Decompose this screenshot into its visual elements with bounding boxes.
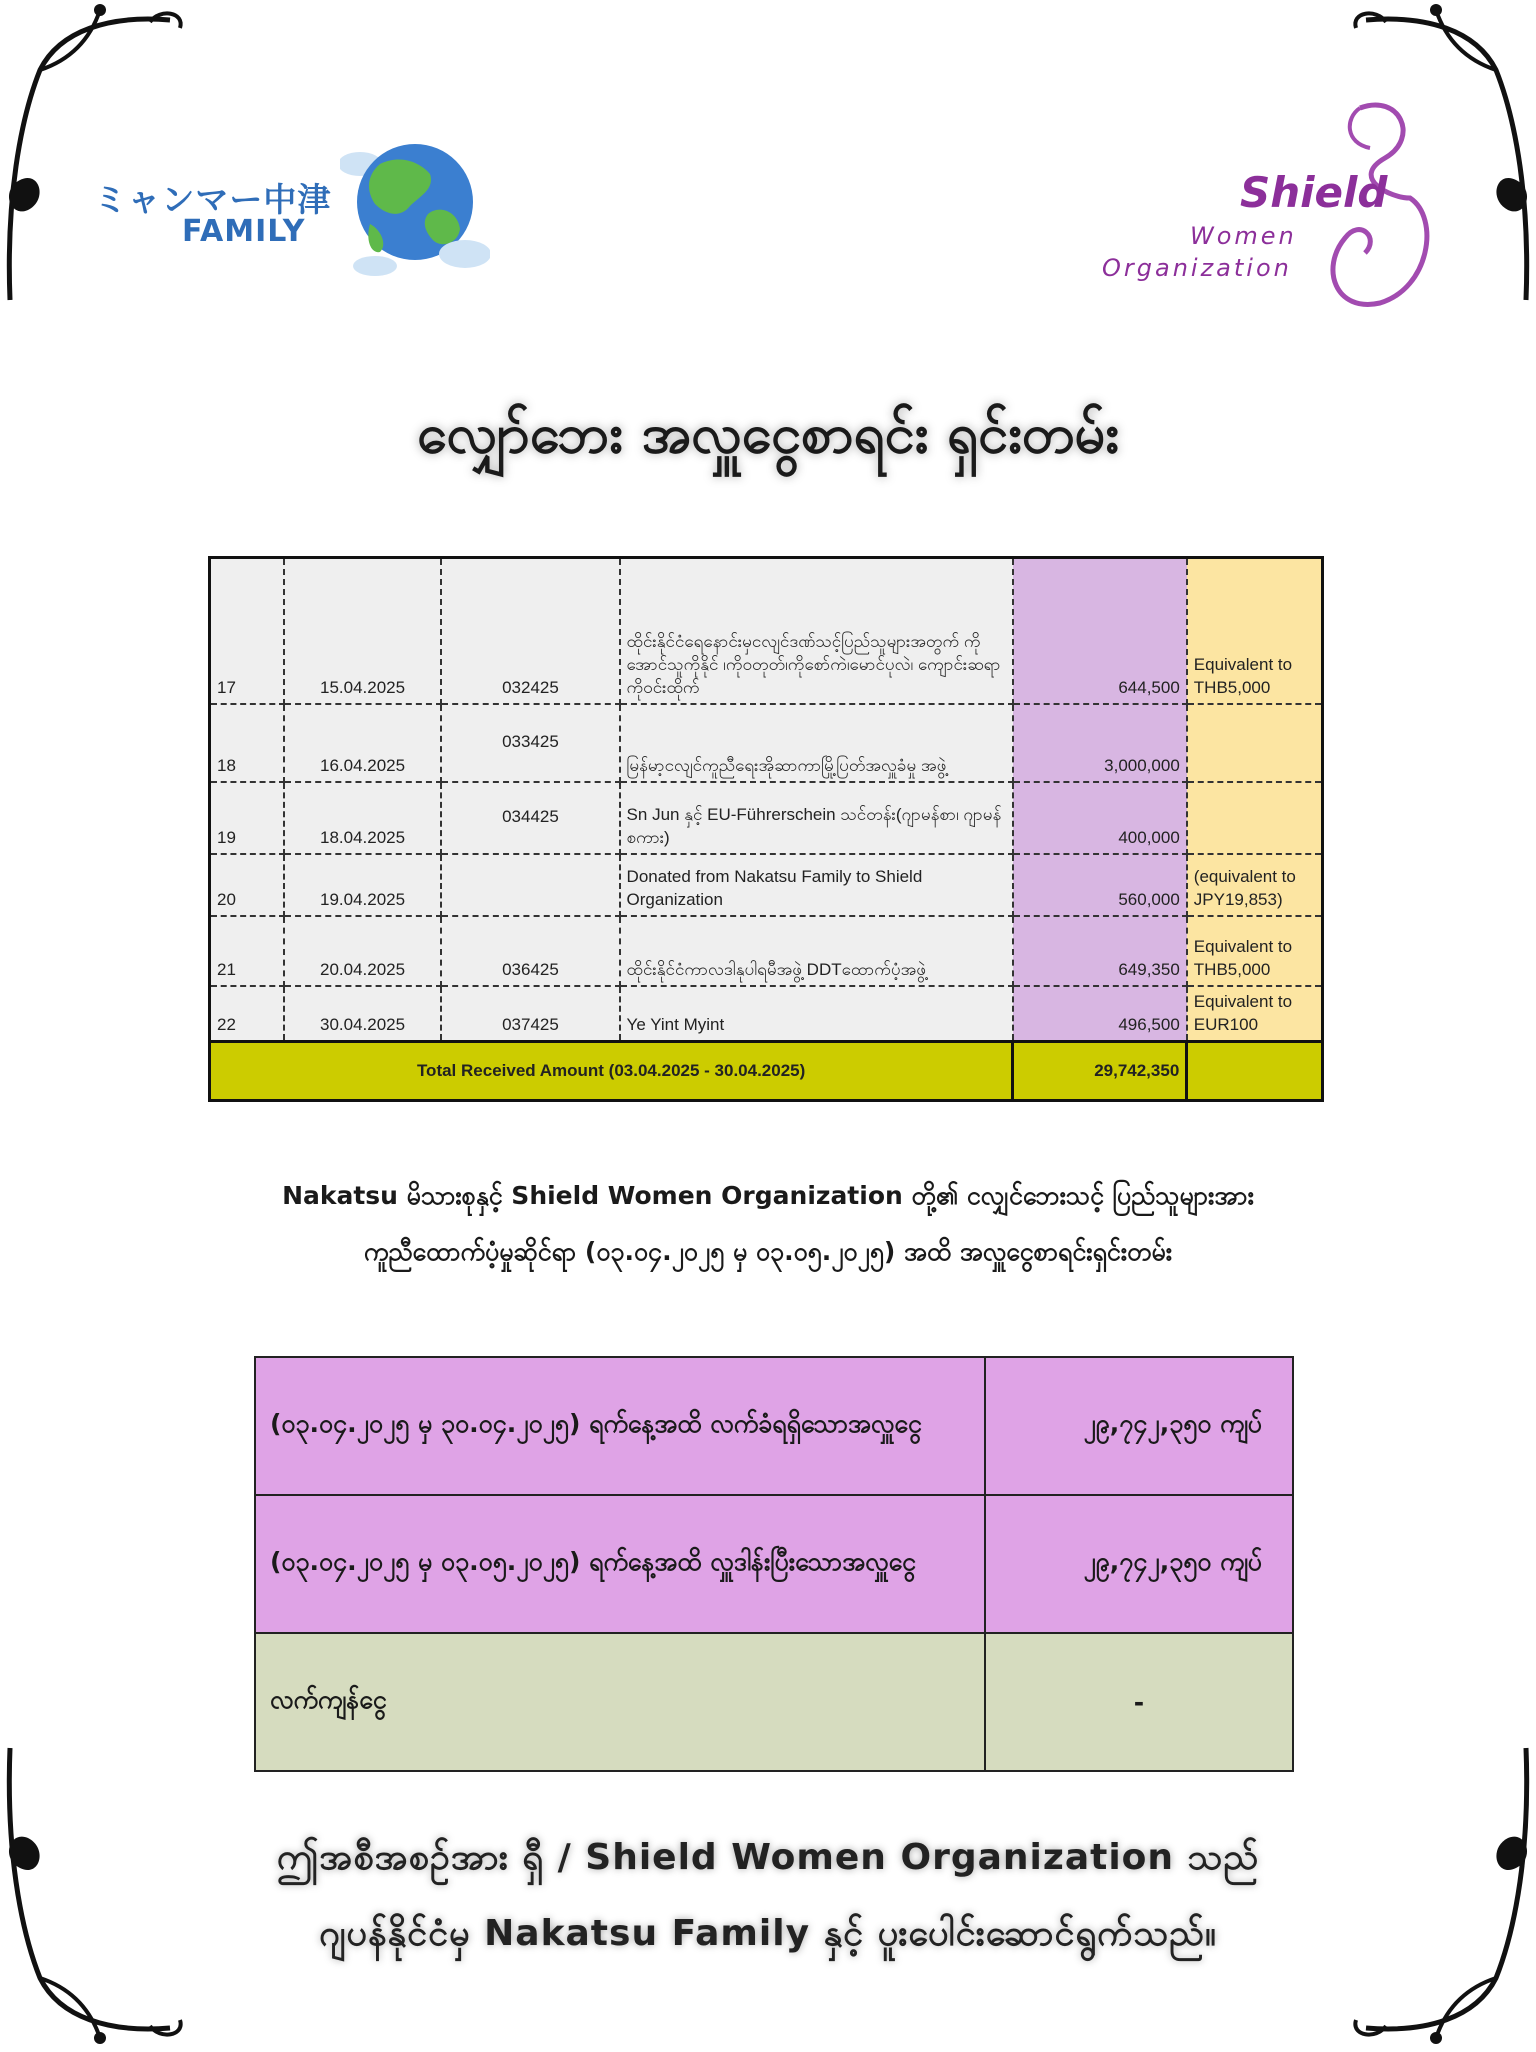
summary-heading-line-1: Nakatsu မိသားစုနှင့် Shield Women Organization တို့၏ ငလျှင်ဘေးသင့် ပြည်သူများအား: [282, 1181, 1254, 1210]
logo-japanese-text: ミャンマー中津: [94, 180, 332, 219]
nakatsu-family-logo: [90, 130, 520, 280]
row-note: Equivalent to THB5,000: [1187, 558, 1323, 704]
row-reference: 034425: [441, 782, 619, 854]
row-description: ထိုင်းနိုင်ငံရေနောင်းမှငလျင်ဒဏ်သင့်ပြည်သူများအတွက် ကိုအောင်သူကိုနိုင် ၊ကိုဝတုတ်၊ကိုစော်ကဲ၊မောင်ပုလဲ၊ ကျောင်းဆရာကိုဝင်းထိုက်: [620, 558, 1013, 704]
row-number: 20: [210, 854, 284, 916]
logo-family-text: FAMILY: [182, 214, 306, 249]
total-label: Total Received Amount (03.04.2025 - 30.04.2025): [210, 1042, 1013, 1101]
summary-value: ၂၉,၇၄၂,၃၅၀ ကျပ်: [985, 1495, 1293, 1633]
summary-heading: [180, 1168, 1356, 1280]
table-row: [210, 704, 1323, 782]
summary-value: ၂၉,၇၄၂,၃၅၀ ကျပ်: [985, 1357, 1293, 1495]
row-number: 21: [210, 916, 284, 986]
row-date: 30.04.2025: [284, 986, 442, 1042]
row-number: 22: [210, 986, 284, 1042]
summary-row-balance: [255, 1633, 1293, 1771]
row-reference: [441, 854, 619, 916]
page-title: လျှော်ဘေး အလှူငွေစာရင်း ရှင်းတမ်း: [417, 402, 1119, 465]
row-amount: 644,500: [1013, 558, 1187, 704]
row-number: 18: [210, 704, 284, 782]
summary-value: -: [985, 1633, 1293, 1771]
row-description: မြန်မာ့ငလျင်ကူညီရေးအိုဆာကာမြို့ပြတ်အလှူခံမှု အဖွဲ့: [620, 704, 1013, 782]
row-amount: 560,000: [1013, 854, 1187, 916]
table-row: [210, 782, 1323, 854]
summary-table: [254, 1356, 1294, 1772]
summary-label: (၀၃.၀၄.၂၀၂၅ မှ ၀၃.၀၅.၂၀၂၅) ရက်နေ့အထိ လှူဒါန်းပြီးသောအလှူငွေ: [255, 1495, 985, 1633]
footer-line-2: ဂျပန်နိုင်ငံမှ Nakatsu Family နှင့် ပူးပေါင်းဆောင်ရွက်သည်။: [319, 1913, 1217, 1954]
row-amount: 3,000,000: [1013, 704, 1187, 782]
row-description: Sn Jun နှင့် EU-Führerschein သင်တန်း(ဂျာမန်စာ၊ ဂျာမန်စကား): [620, 782, 1013, 854]
row-note: [1187, 782, 1323, 854]
row-note: (equivalent to JPY19,853): [1187, 854, 1323, 916]
row-note: [1187, 704, 1323, 782]
row-date: 16.04.2025: [284, 704, 442, 782]
logo-women-text: Women: [1190, 222, 1297, 250]
total-note: [1187, 1042, 1323, 1101]
summary-heading-line-2: ကူညီထောက်ပံ့မှုဆိုင်ရာ (၀၃.၀၄.၂၀၂၅ မှ ၀၃.၀၅.၂၀၂၅) အထိ အလှူငွေစာရင်းရှင်းတမ်း: [363, 1237, 1173, 1266]
footer-line-1: ဤအစီအစဉ်အား ရှီ / Shield Women Organization သည်: [276, 1837, 1260, 1878]
donations-table: [208, 556, 1324, 1102]
total-row: [210, 1042, 1323, 1101]
row-description: Donated from Nakatsu Family to Shield Organization: [620, 854, 1013, 916]
shield-women-organization-logo: [1090, 88, 1470, 318]
table-row: [210, 558, 1323, 704]
row-amount: 400,000: [1013, 782, 1187, 854]
summary-label: (၀၃.၀၄.၂၀၂၅ မှ ၃၀.၀၄.၂၀၂၅) ရက်နေ့အထိ လက်ခံရရှိသောအလှူငွေ: [255, 1357, 985, 1495]
row-date: 15.04.2025: [284, 558, 442, 704]
row-description: ထိုင်းနိုင်ငံကာလဒါနုပါရမီအဖွဲ့ DDTထောက်ပံ့အဖွဲ့: [620, 916, 1013, 986]
table-row: [210, 854, 1323, 916]
logo-shield-text: Shield: [1240, 168, 1388, 217]
row-reference: 033425: [441, 704, 619, 782]
footer-statement: [0, 1820, 1536, 1972]
row-number: 17: [210, 558, 284, 704]
row-reference: 037425: [441, 986, 619, 1042]
summary-row-received: [255, 1357, 1293, 1495]
table-row: [210, 986, 1323, 1042]
row-reference: 036425: [441, 916, 619, 986]
total-amount: 29,742,350: [1013, 1042, 1187, 1101]
globe-icon: [340, 134, 490, 284]
summary-label: လက်ကျန်ငွေ: [255, 1633, 985, 1771]
table-row: [210, 916, 1323, 986]
row-description: Ye Yint Myint: [620, 986, 1013, 1042]
logo-organization-text: Organization: [1102, 254, 1292, 282]
row-amount: 649,350: [1013, 916, 1187, 986]
row-date: 18.04.2025: [284, 782, 442, 854]
row-note: Equivalent to EUR100: [1187, 986, 1323, 1042]
row-amount: 496,500: [1013, 986, 1187, 1042]
row-number: 19: [210, 782, 284, 854]
row-date: 19.04.2025: [284, 854, 442, 916]
summary-row-donated: [255, 1495, 1293, 1633]
row-note: Equivalent to THB5,000: [1187, 916, 1323, 986]
row-date: 20.04.2025: [284, 916, 442, 986]
row-reference: 032425: [441, 558, 619, 704]
